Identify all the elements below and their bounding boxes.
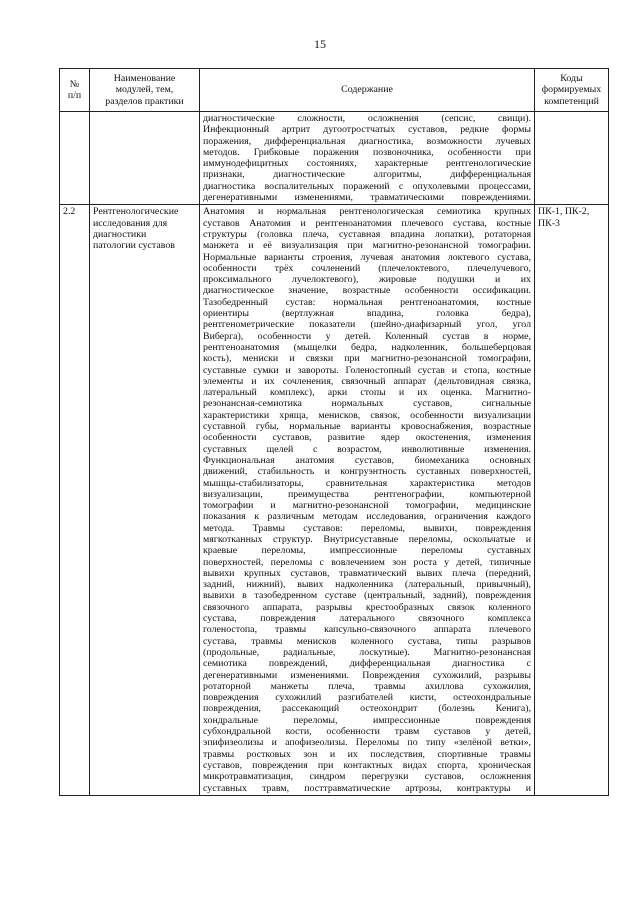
content-line: Нормальные варианты строения, лучевая анатомия локтевого сустава, xyxy=(203,251,531,263)
content-line: особенности трёх сочленений (плечелоктевого, плечелучевого, xyxy=(203,262,531,274)
page-number: 15 xyxy=(314,37,326,51)
content-line: суставов, повреждения при контактных видах спорта, хроническая xyxy=(203,759,531,771)
content-line: латеральный комплекс), арки стопы и их оценка. Магнитно- xyxy=(203,387,531,399)
content-line: манжета и её визуализация при магнитно-резонансной томографии. xyxy=(203,240,531,252)
table-row xyxy=(60,205,609,795)
content-line: резонансная-семиотика нормальных суставов, сигнальные xyxy=(203,398,531,410)
header-number: № п/п xyxy=(60,69,90,112)
content-line: визуализации, преимущества рентгенографии, компьютерной xyxy=(203,488,531,500)
content-line: краевые переломы, импрессионные переломы суставных xyxy=(203,545,531,557)
content-line: иммунодефицитных состояниях, характерные рентгенологические xyxy=(203,158,531,170)
content-line: вывихи крупных суставов, травматический вывих плеча (передний, xyxy=(203,567,531,579)
content-line: рентгеноанатомия (мыщелки бедра, надколенник, большеберцовая xyxy=(203,341,531,353)
content-line: Функциональная анатомия суставов, биомеханика основных xyxy=(203,454,531,466)
content-line: показания к различным методам исследования, ограничения каждого xyxy=(203,511,531,523)
content-line: диагностическое значение, возрастные особенности оссификации. xyxy=(203,285,531,297)
content-line: повреждения сухожилий разгибателей кисти, остеохондральные xyxy=(203,692,531,704)
content-line: поверхностей, переломы с вовлечением зон роста у детей, типичные xyxy=(203,556,531,568)
content-line: голеностопа, травмы капсульно-связочного аппарата плечевого xyxy=(203,624,531,636)
content-line: поражения, дифференциальная диагностика, возможности лучевых xyxy=(203,135,531,147)
content-line: травмы ростковых зон и их последствия, спортивные травмы xyxy=(203,748,531,760)
content-line: признаки, диагностические алгоритмы, дифференциальная xyxy=(203,169,531,181)
content-line: вывихи в тазобедренном суставе (центральный, задний), повреждения xyxy=(203,590,531,602)
row-content xyxy=(200,205,535,795)
content-line: диагностика воспалительных поражений с опухолевыми процессами, xyxy=(203,180,531,192)
content-line: суставные сумки и завороты. Голеностопный сустав и стопа, костные xyxy=(203,364,531,376)
content-line: элементы и их сочленения, связочный аппарат (дельтовидная связка, xyxy=(203,375,531,387)
content-line: субхондральной кости, особенности травм суставов у детей, xyxy=(203,726,531,738)
content-line: суставной губы, нормальные варианты кровоснабжения, возрастные xyxy=(203,421,531,433)
row-number xyxy=(60,112,90,205)
content-line: диагностические сложности, осложнения (сепсис, свищи). xyxy=(203,113,531,124)
content-line: сустава, повреждения латерального связочного комплекса xyxy=(203,613,531,625)
header-content: Содержание xyxy=(200,69,535,112)
content-line: структуры (головка плеча, суставная впадина лопатки), ротаторная xyxy=(203,228,531,240)
content-line: характеристики хряща, менисков, связок, особенности визуализации xyxy=(203,409,531,421)
header-competency-codes: Коды формируемых компетенций xyxy=(535,69,609,112)
content-line: томографии и магнитно-резонансной томографии, медицинские xyxy=(203,500,531,512)
row-competency-codes xyxy=(535,112,609,205)
content-line: эпифизеолизы и апофизеолизы. Переломы по типу «зелёной ветки», xyxy=(203,737,531,749)
content-line: (продольные, радиальные, лоскутные). Магнитно-резонансная xyxy=(203,646,531,658)
content-line: движений, стабильность и конгруэнтность суставных поверхностей, xyxy=(203,466,531,478)
row-module-name xyxy=(90,112,200,205)
content-line: семиотика повреждений, дифференциальная диагностика с xyxy=(203,658,531,670)
content-line: особенности суставов, развитие ядер окостенения, изменения xyxy=(203,432,531,444)
content-line: проксимального лучелоктевого), жировые подушки и их xyxy=(203,274,531,286)
content-line: задний, нижний), вывих надколенника (латеральный, привычный), xyxy=(203,579,531,591)
content-line: методов. Грибковые поражения позвоночника, особенности при xyxy=(203,146,531,158)
content-line: кость), мениски и связки при магнитно-резонансной томографии, xyxy=(203,353,531,365)
row-number: 2.2 xyxy=(60,205,90,795)
content-line: суставных щелей с возрастом, инволютивные изменения. xyxy=(203,443,531,455)
content-line: хондральные переломы, импрессионные повреждения xyxy=(203,714,531,726)
row-content xyxy=(200,112,535,205)
row-competency-codes: ПК-1, ПК-2, ПК-3 xyxy=(535,205,609,795)
table-row xyxy=(60,112,609,205)
table-header-row xyxy=(60,69,609,112)
content-line: мягкотканных структур. Внутрисуставные переломы, оскольчатые и xyxy=(203,533,531,545)
row-module-name: Рентгенологические исследования для диагностики патологии суставов xyxy=(90,205,200,795)
content-line: Анатомия и нормальная рентгенологическая семиотика крупных xyxy=(203,206,531,218)
content-line: сустава, травмы менисков коленного сустава, типы разрывов xyxy=(203,635,531,647)
content-line: рентгенометрические показатели (шейно-диафизарный угол, угол xyxy=(203,319,531,331)
content-line: дегенеративными изменениями. Повреждения сухожилий, разрывы xyxy=(203,669,531,681)
content-line: ориентиры (вертлужная впадина, головка бедра), xyxy=(203,308,531,320)
content-line: мышцы-стабилизаторы, сравнительная характеристика методов xyxy=(203,477,531,489)
content-line: повреждения, рассекающий остеохондрит (болезнь Кенига), xyxy=(203,703,531,715)
content-line: Тазобедренный сустав: нормальная рентгеноанатомия, костные xyxy=(203,296,531,308)
header-module-name: Наименование модулей, тем, разделов практики xyxy=(90,69,200,112)
content-line: Инфекционный артрит дугоотростчатых суставов, редкие формы xyxy=(203,124,531,136)
content-line: ротаторной манжеты плеча, травмы ахиллова сухожилия, xyxy=(203,680,531,692)
content-line: дегенеративными изменениями, травматическими повреждениями. xyxy=(203,192,531,204)
content-line: Виберга), особенности у детей. Коленный сустав в норме, xyxy=(203,330,531,342)
curriculum-table xyxy=(59,68,609,796)
content-line: микротравматизация, синдром перегрузки суставов, осложнения xyxy=(203,771,531,783)
content-line: суставных травм, посттравматические артрозы, контрактуры и xyxy=(203,782,531,794)
content-line: метода. Травмы суставов: переломы, вывихи, повреждения xyxy=(203,522,531,534)
content-line: суставов Анатомия и рентгеноанатомия плечевого сустава, костные xyxy=(203,217,531,229)
content-line: связочного аппарата, разрывы крестообразных связок коленного xyxy=(203,601,531,613)
